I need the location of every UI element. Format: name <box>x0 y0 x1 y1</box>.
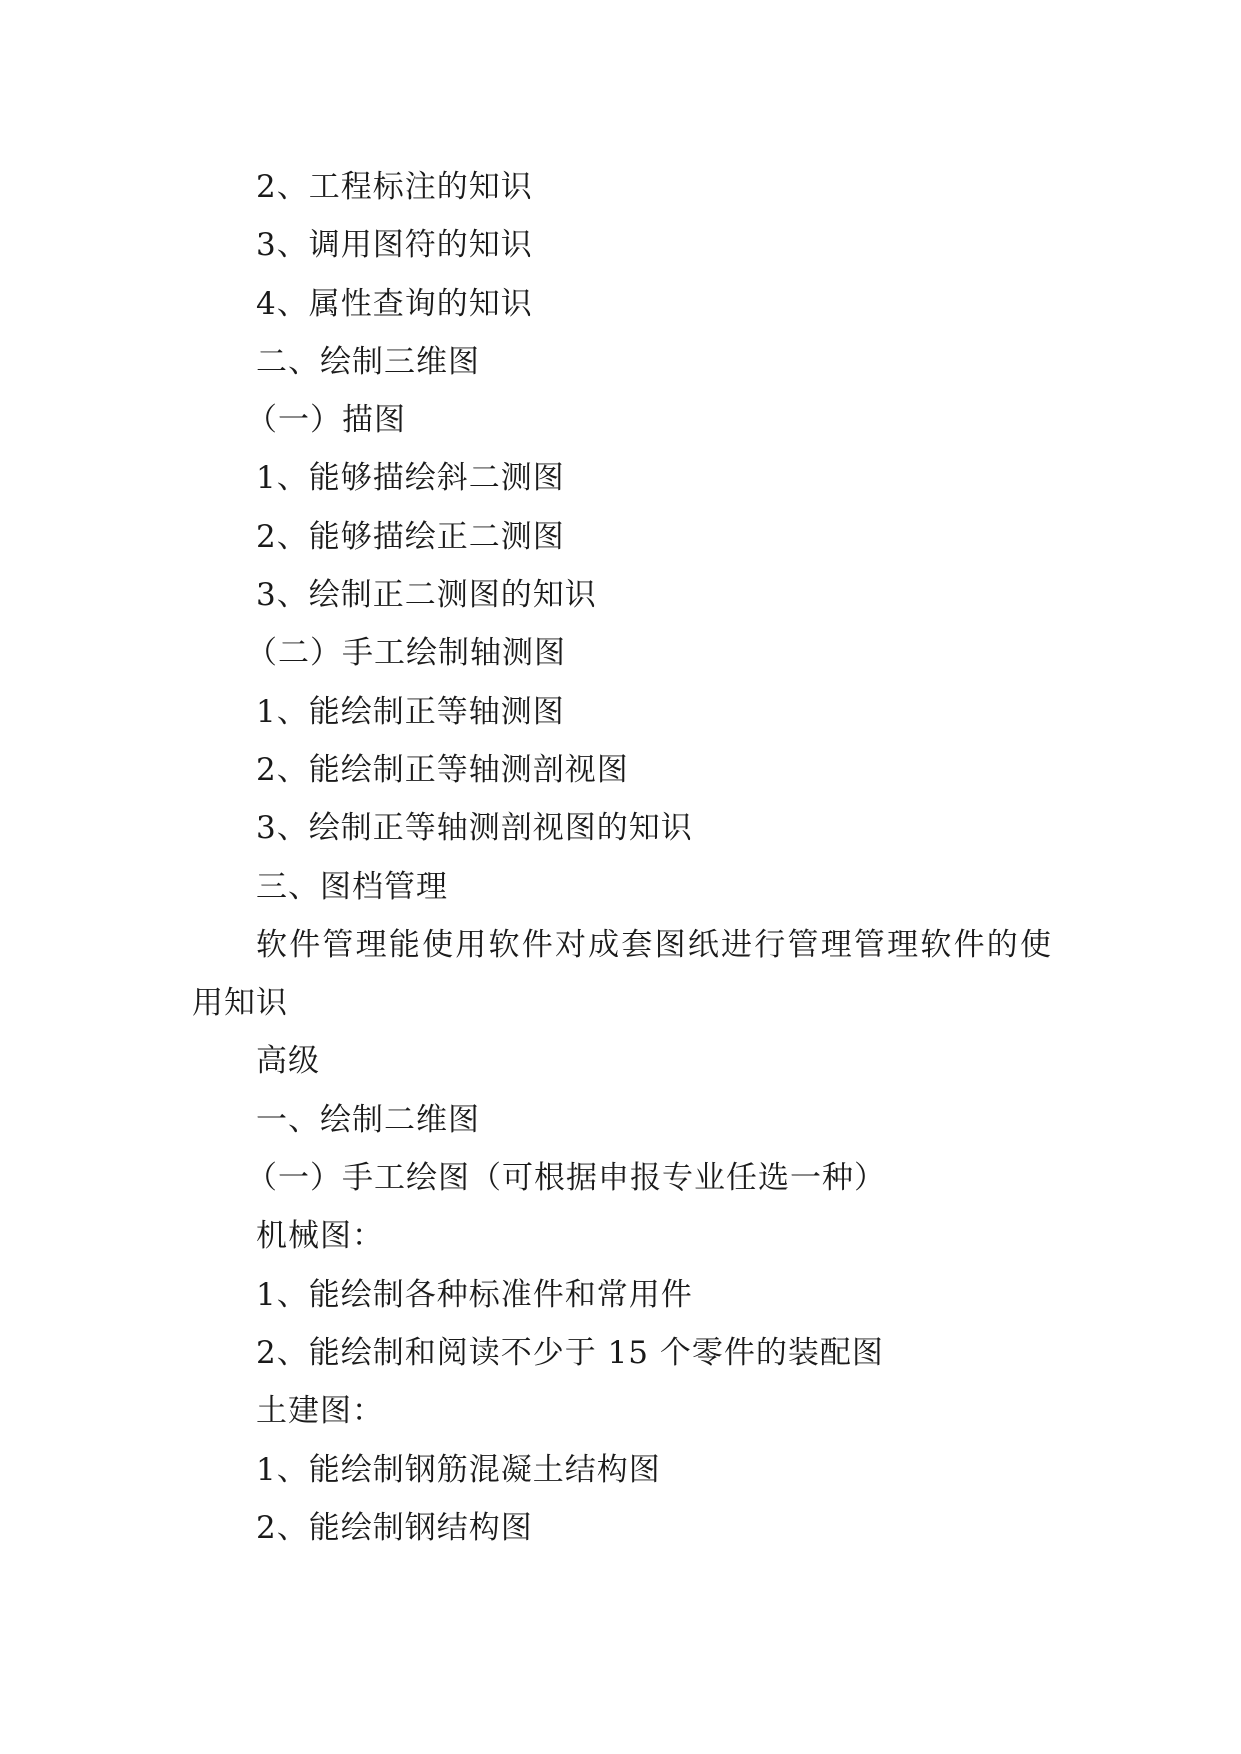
subsection-heading-tracing: （一）描图 <box>246 402 406 439</box>
list-item-isometric-section-knowledge: 3、绘制正等轴测剖视图的知识 <box>256 810 693 847</box>
list-item-isometric-section: 2、能绘制正等轴测剖视图 <box>256 751 629 788</box>
list-item-trace-oblique-dimetric: 1、能够描绘斜二测图 <box>256 460 565 497</box>
section-heading-2d-drawing: 一、绘制二维图 <box>256 1101 480 1138</box>
document-body <box>192 158 1052 1557</box>
section-heading-document-management: 三、图档管理 <box>256 868 448 905</box>
list-item-reinforced-concrete: 1、能绘制钢筋混凝土结构图 <box>256 1451 661 1488</box>
list-item-attribute-query: 4、属性查询的知识 <box>256 285 533 322</box>
list-item-assembly-drawing: 2、能绘制和阅读不少于 15 个零件的装配图 <box>256 1334 884 1371</box>
list-item-isometric-drawing: 1、能绘制正等轴测图 <box>256 693 565 730</box>
list-item-engineering-annotation: 2、工程标注的知识 <box>256 169 533 205</box>
category-heading-civil: 土建图： <box>256 1393 384 1430</box>
list-item-call-symbols: 3、调用图符的知识 <box>256 227 533 264</box>
category-heading-mechanical: 机械图： <box>256 1218 384 1255</box>
list-item-steel-structure: 2、能绘制钢结构图 <box>256 1509 533 1546</box>
list-item-dimetric-knowledge: 3、绘制正二测图的知识 <box>256 577 597 614</box>
section-heading-3d-drawing: 二、绘制三维图 <box>256 343 480 380</box>
paragraph-software-management: 软件管理能使用软件对成套图纸进行管理管理软件的使用知识 <box>192 926 1052 1022</box>
level-heading-advanced: 高级 <box>256 1043 320 1080</box>
list-item-trace-dimetric: 2、能够描绘正二测图 <box>256 518 565 555</box>
subsection-heading-manual-axonometric: （二）手工绘制轴测图 <box>246 635 566 672</box>
subsection-heading-manual-drawing: （一）手工绘图（可根据申报专业任选一种） <box>246 1160 886 1197</box>
list-item-standard-parts: 1、能绘制各种标准件和常用件 <box>256 1276 693 1313</box>
